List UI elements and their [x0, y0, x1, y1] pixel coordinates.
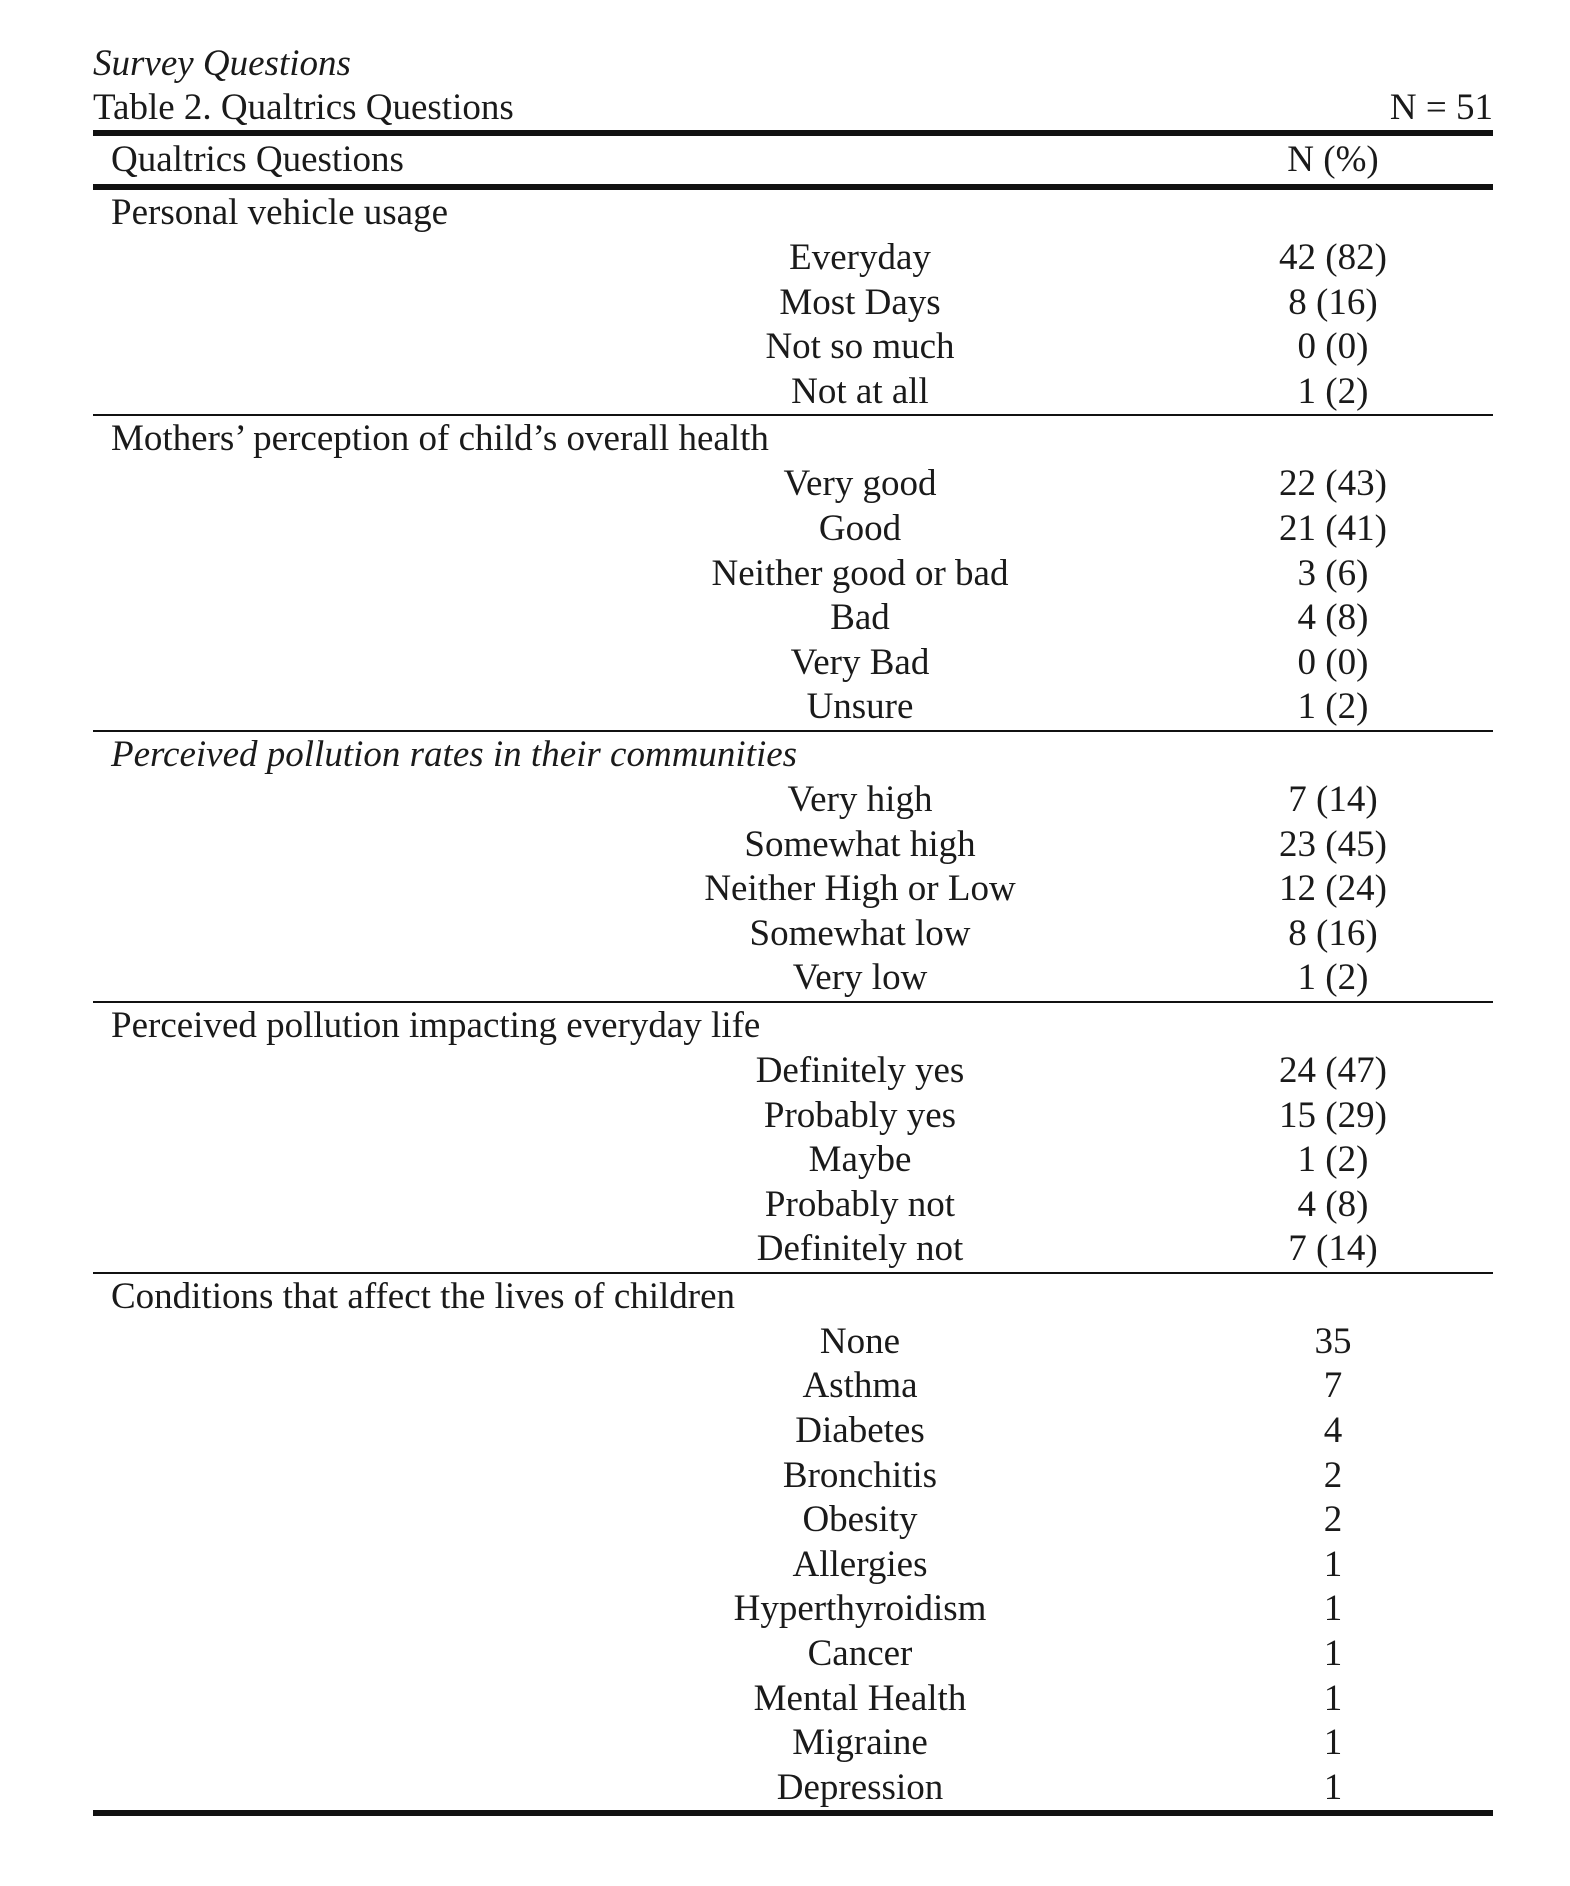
table-row	[93, 596, 1493, 641]
table-row	[93, 1320, 1493, 1365]
response-count: 1 (2)	[1297, 686, 1369, 728]
response-count: 7 (14)	[1288, 778, 1378, 820]
response-count: 1 (2)	[1297, 1139, 1369, 1181]
question-group-title: Mothers’ perception of child’s overall health	[111, 418, 769, 460]
response-label: Allergies	[792, 1543, 928, 1585]
table-row	[93, 1454, 1493, 1499]
response-label: Somewhat high	[744, 823, 976, 865]
response-count: 15 (29)	[1279, 1094, 1387, 1136]
response-label: Migraine	[792, 1722, 928, 1764]
response-count: 1	[1323, 1588, 1343, 1630]
response-label: None	[819, 1320, 901, 1362]
table-body	[93, 190, 1493, 1810]
response-label: Very high	[787, 778, 933, 820]
table-row	[93, 1049, 1493, 1094]
response-label: Very low	[792, 957, 928, 999]
table-row	[93, 507, 1493, 552]
table-row	[93, 867, 1493, 912]
response-count: 1 (2)	[1297, 370, 1369, 412]
table-row	[93, 462, 1493, 507]
bottom-rule	[93, 1810, 1493, 1816]
response-count: 8 (16)	[1288, 281, 1378, 323]
table-row	[93, 281, 1493, 326]
response-label: Not so much	[765, 326, 955, 368]
sample-size: N = 51	[1389, 87, 1493, 128]
table-row	[93, 325, 1493, 370]
response-label: Bad	[830, 597, 890, 639]
question-group-title: Personal vehicle usage	[111, 192, 448, 233]
response-count: 1 (2)	[1297, 957, 1369, 999]
value-column-header: N (%)	[1287, 139, 1379, 180]
response-count: 0 (0)	[1297, 641, 1369, 683]
response-label: Hyperthyroidism	[733, 1588, 987, 1630]
table-row	[93, 236, 1493, 281]
table-row	[93, 1409, 1493, 1454]
response-label: Asthma	[802, 1365, 918, 1407]
response-count: 23 (45)	[1279, 823, 1387, 865]
response-count: 12 (24)	[1279, 868, 1387, 910]
table-row	[93, 1677, 1493, 1722]
table-row	[93, 1498, 1493, 1543]
table-row	[93, 1364, 1493, 1409]
response-label: Bronchitis	[782, 1454, 938, 1496]
response-count: 2	[1323, 1499, 1343, 1541]
table-row	[93, 1766, 1493, 1811]
response-label: Very good	[783, 463, 937, 505]
table-row	[93, 1721, 1493, 1766]
table-row	[93, 685, 1493, 730]
response-label: Not at all	[791, 370, 929, 412]
response-label: Neither High or Low	[704, 868, 1016, 910]
response-count: 1	[1323, 1543, 1343, 1585]
response-count: 4 (8)	[1297, 597, 1369, 639]
question-group-title: Perceived pollution rates in their communities	[111, 733, 798, 775]
response-count: 21 (41)	[1279, 507, 1387, 549]
response-count: 24 (47)	[1279, 1049, 1387, 1091]
table-row	[93, 370, 1493, 415]
response-label: Unsure	[806, 686, 914, 728]
response-count: 1	[1323, 1722, 1343, 1764]
question-group-title: Perceived pollution impacting everyday life	[111, 1004, 761, 1046]
response-label: Definitely not	[756, 1228, 964, 1270]
response-label: Definitely yes	[755, 1049, 965, 1091]
response-label: Mental Health	[753, 1677, 967, 1719]
response-label: Cancer	[807, 1633, 913, 1675]
response-label: Probably yes	[763, 1094, 957, 1136]
question-column-header: Qualtrics Questions	[111, 139, 404, 180]
section-title: Survey Questions	[93, 43, 351, 84]
response-count: 3 (6)	[1297, 552, 1369, 594]
response-label: Probably not	[764, 1183, 956, 1225]
question-group-title: Conditions that affect the lives of children	[111, 1275, 736, 1317]
table-row	[93, 1138, 1493, 1183]
response-count: 1	[1323, 1677, 1343, 1719]
response-label: Everyday	[789, 237, 931, 278]
response-label: Somewhat low	[749, 912, 971, 954]
table-caption: Table 2. Qualtrics Questions	[93, 87, 514, 128]
response-label: Very Bad	[790, 641, 930, 683]
table-header	[93, 136, 1493, 184]
table-row	[93, 552, 1493, 597]
table-row	[93, 1227, 1493, 1272]
table-row	[93, 823, 1493, 868]
response-count: 1	[1323, 1633, 1343, 1675]
response-count: 42 (82)	[1279, 237, 1387, 278]
response-label: Neither good or bad	[711, 552, 1009, 594]
survey-table-page	[93, 42, 1493, 1816]
table-row	[93, 1587, 1493, 1632]
table-row	[93, 1632, 1493, 1677]
response-label: Depression	[776, 1766, 944, 1808]
response-count: 22 (43)	[1279, 463, 1387, 505]
response-count: 7 (14)	[1288, 1228, 1378, 1270]
response-count: 2	[1323, 1454, 1343, 1496]
response-label: Most Days	[779, 281, 941, 323]
response-count: 8 (16)	[1288, 912, 1378, 954]
table-row	[93, 778, 1493, 823]
response-count: 1	[1323, 1766, 1343, 1808]
response-count: 4 (8)	[1297, 1183, 1369, 1225]
table-row	[93, 1094, 1493, 1139]
table-row	[93, 912, 1493, 957]
response-count: 0 (0)	[1297, 326, 1369, 368]
table-row	[93, 1183, 1493, 1228]
table-row	[93, 641, 1493, 686]
table-row	[93, 956, 1493, 1001]
response-count: 35	[1314, 1320, 1352, 1362]
response-count: 4	[1323, 1410, 1343, 1452]
response-label: Diabetes	[795, 1410, 925, 1452]
response-count: 7	[1323, 1365, 1343, 1407]
response-label: Maybe	[808, 1139, 912, 1181]
response-label: Good	[818, 507, 902, 549]
table-row	[93, 1543, 1493, 1588]
table-caption-row	[93, 86, 1493, 130]
response-label: Obesity	[802, 1499, 918, 1541]
